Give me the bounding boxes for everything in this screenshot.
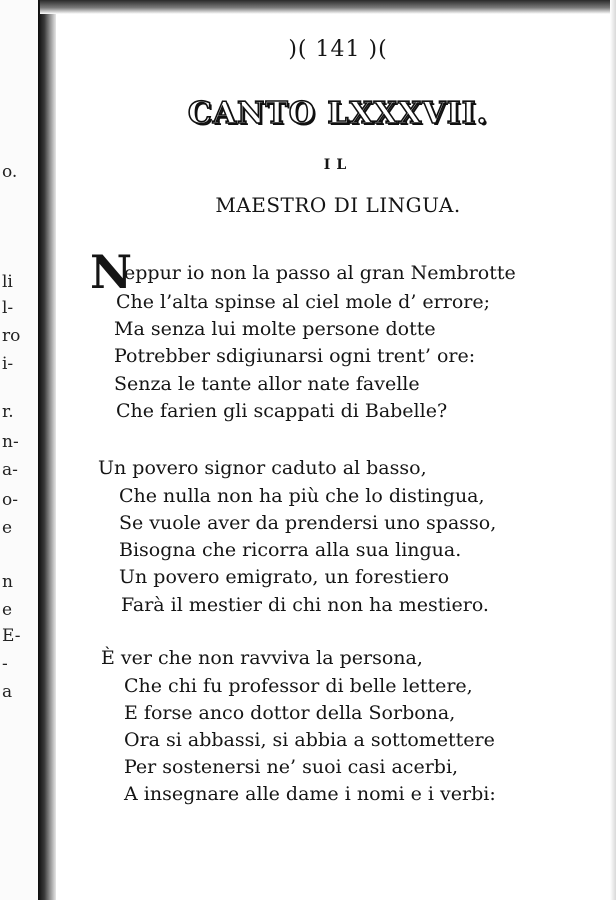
verse-line: E forse anco dottor della Sorbona, <box>124 702 456 724</box>
verse-line: Bisogna che ricorra alla sua lingua. <box>119 539 462 561</box>
verse-line: A insegnare alle dame i nomi e i verbi: <box>124 783 496 805</box>
facing-page-fragment: r. <box>2 402 14 422</box>
verse-line: Potrebber sdigiunarsi ogni trent’ ore: <box>114 345 476 367</box>
facing-page-fragment: li <box>2 272 13 292</box>
verse-line: Se vuole aver da prendersi uno spasso, <box>119 512 497 534</box>
facing-page-fragment: ro <box>2 326 21 346</box>
facing-page-fragment: E- <box>2 626 21 646</box>
facing-page-fragment: a- <box>2 460 18 480</box>
facing-page-fragment: - <box>2 654 8 674</box>
facing-page-fragment: o. <box>2 162 18 182</box>
facing-page-fragment: e <box>2 600 13 620</box>
verse-line: Un povero emigrato, un forestiero <box>119 566 450 588</box>
verse-line: eppur io non la passo al gran Nembrotte <box>124 262 516 284</box>
verse-line: Ora si abbassi, si abbia a sottomettere <box>124 729 495 751</box>
facing-page-fragment: e <box>2 518 13 538</box>
facing-page-fragment: n <box>2 572 13 592</box>
page-top-edge <box>40 0 616 14</box>
facing-page-fragment: i- <box>2 354 14 374</box>
poem-title-prefix: IL <box>323 157 353 173</box>
facing-page-edge <box>0 0 40 900</box>
facing-page-fragment: l- <box>2 298 14 318</box>
verse-line: Che l’alta spinse al ciel mole d’ errore; <box>116 291 490 313</box>
verse-line: Senza le tante allor nate favelle <box>114 373 420 395</box>
page-right-edge <box>610 0 616 900</box>
facing-page-fragment: o- <box>2 490 18 510</box>
verse-line: Che farien gli scappati di Babelle? <box>116 400 448 422</box>
verse-line: Per sostenersi ne’ suoi casi acerbi, <box>124 756 459 778</box>
facing-page-fragment: n- <box>2 432 19 452</box>
verse-line: È ver che non ravviva la persona, <box>101 647 423 669</box>
facing-page-fragment: a <box>2 682 13 702</box>
verse-line: Che nulla non ha più che lo distingua, <box>119 485 485 507</box>
poem-title: MAESTRO DI LINGUA. <box>215 193 461 217</box>
page-number: )( 141 )( <box>288 37 388 62</box>
verse-line: Che chi fu professor di belle lettere, <box>124 675 473 697</box>
verse-line: Farà il mestier di chi non ha mestiero. <box>121 594 489 616</box>
verse-line: Ma senza lui molte persone dotte <box>114 318 436 340</box>
drop-cap: N <box>90 245 133 299</box>
book-gutter-shadow <box>38 0 56 900</box>
verse-line: Un povero signor caduto al basso, <box>98 457 427 479</box>
canto-heading: CANTO LXXXVII. <box>187 96 489 131</box>
